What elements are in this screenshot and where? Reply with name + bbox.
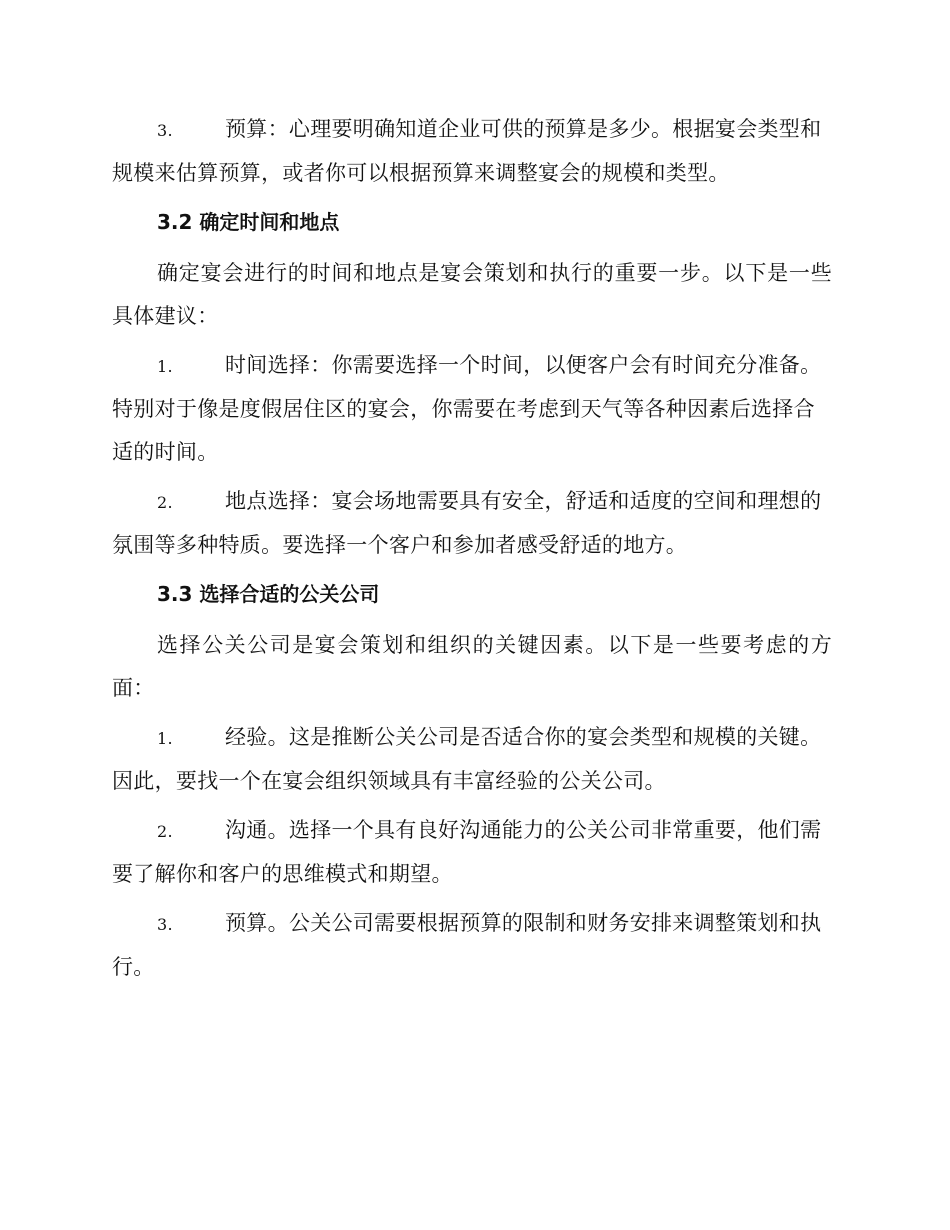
list-number: 3. — [157, 121, 173, 140]
list-item — [112, 809, 832, 896]
paragraph: 确定宴会进行的时间和地点是宴会策划和执行的重要一步。以下是一些具体建议： — [112, 261, 832, 328]
list-item — [112, 480, 832, 567]
paragraph: 选择公关公司是宴会策划和组织的关键因素。以下是一些要考虑的方面： — [112, 633, 832, 700]
list-item-text: 地点选择：宴会场地需要具有安全，舒适和适度的空间和理想的氛围等多种特质。要选择一个客户和参加者感受舒适的地方。 — [112, 489, 822, 557]
list-item-text: 经验。这是推断公关公司是否适合你的宴会类型和规模的关键。因此，要找一个在宴会组织领域具有丰富经验的公关公司。 — [112, 725, 822, 793]
list-item-text: 沟通。选择一个具有良好沟通能力的公关公司非常重要，他们需要了解你和客户的思维模式和期望。 — [112, 818, 822, 886]
list-number: 2. — [157, 493, 173, 512]
list-item-text: 预算：心理要明确知道企业可供的预算是多少。根据宴会类型和规模来估算预算，或者你可以根据预算来调整宴会的规模和类型。 — [112, 117, 822, 185]
section-heading: 3.3 选择合适的公关公司 — [157, 582, 380, 606]
list-item-text: 预算。公关公司需要根据预算的限制和财务安排来调整策划和执行。 — [112, 911, 822, 979]
list-number: 2. — [157, 822, 173, 841]
list-number: 3. — [157, 915, 173, 934]
section-heading: 3.2 确定时间和地点 — [157, 210, 340, 234]
list-item-text: 时间选择：你需要选择一个时间，以便客户会有时间充分准备。特别对于像是度假居住区的宴会，你需要在考虑到天气等各种因素后选择合适的时间。 — [112, 353, 822, 464]
list-number: 1. — [157, 729, 173, 748]
list-number: 1. — [157, 357, 173, 376]
list-item — [112, 344, 832, 474]
list-item — [112, 108, 832, 195]
list-item — [112, 902, 832, 989]
list-item — [112, 716, 832, 803]
